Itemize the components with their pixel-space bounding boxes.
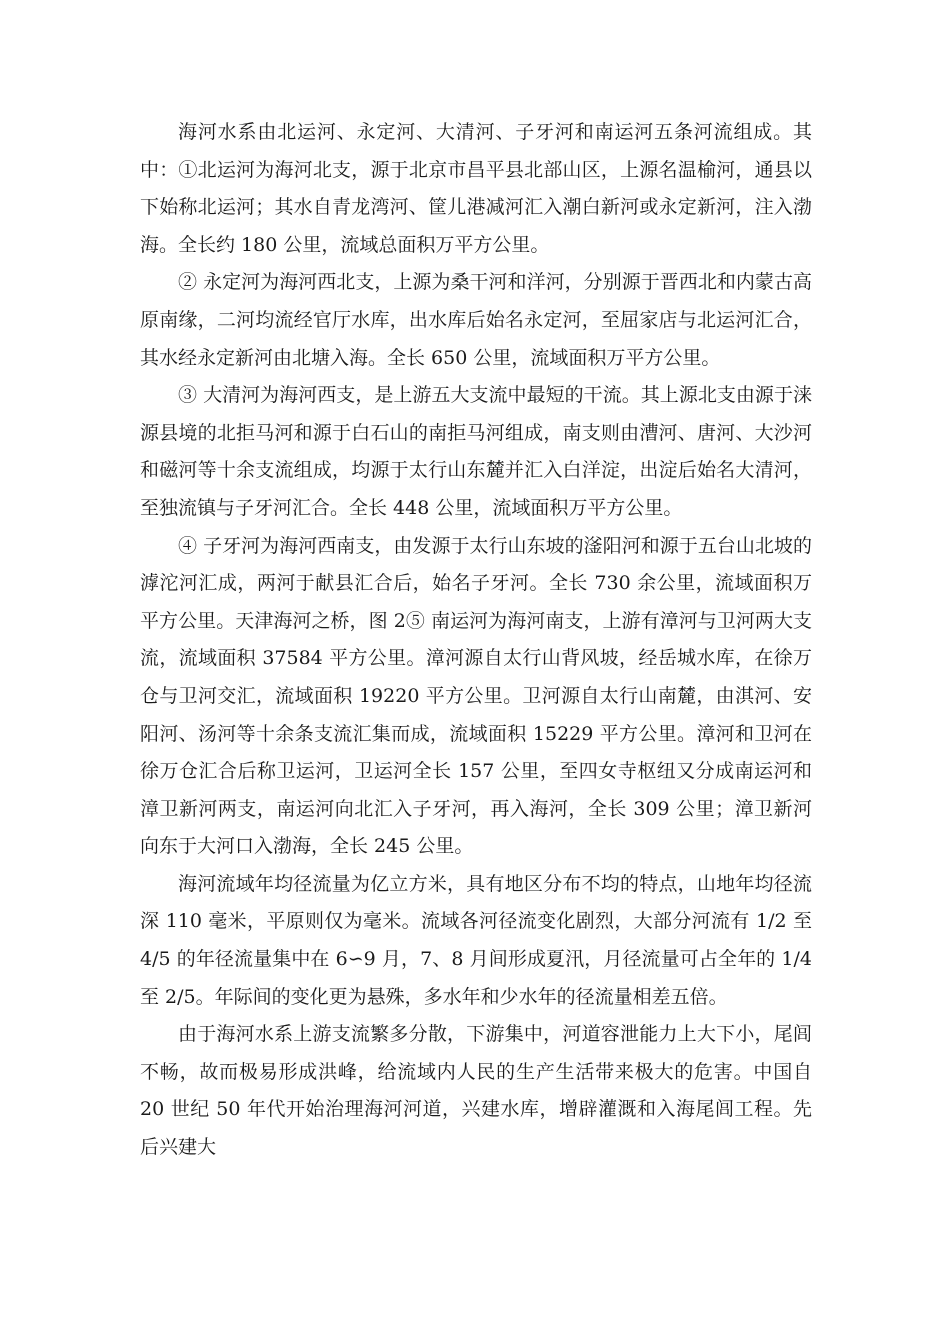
- paragraph-4: ④ 子牙河为海河西南支，由发源于太行山东坡的滏阳河和源于五台山北坡的滹沱河汇成，两河于献县汇合后，始名子牙河。全长 730 余公里，流域面积万平方公里。天津海河之桥，图 2⑤ 南运河为海河南支，上游有漳河与卫河两大支流，流域面积 37584 平方公里。漳河源自太行山背风坡，经岳城水库，在徐万仓与卫河交汇，流域面积 19220 平方公里。卫河源自太行山南麓，由淇河、安阳河、汤河等十余条支流汇集而成，流域面积 15229 平方公里。漳河和卫河在徐万仓汇合后称卫运河，卫运河全长 157 公里，至四女寺枢纽又分成南运河和漳卫新河两支，南运河向北汇入子牙河，再入海河，全长 309 公里；漳卫新河向东于大河口入渤海，全长 245 公里。: [140, 534, 812, 858]
- paragraph-5: 海河流域年均径流量为亿立方米，具有地区分布不均的特点，山地年均径流深 110 毫米，平原则仅为毫米。流域各河径流变化剧烈，大部分河流有 1/2 至 4/5 的年径流量集中在 6∽9 月，7、8 月间形成夏汛，月径流量可占全年的 1/4 至 2/5。年际间的变化更为悬殊，多水年和少水年的径流量相差五倍。: [140, 872, 812, 1008]
- paragraph-2: ② 永定河为海河西北支，上源为桑干河和洋河，分别源于晋西北和内蒙古高原南缘，二河均流经官厅水库，出水库后始名永定河，至屈家店与北运河汇合，其水经永定新河由北塘入海。全长 650 公里，流域面积万平方公里。: [140, 271, 812, 369]
- paragraph-3: ③ 大清河为海河西支，是上游五大支流中最短的干流。其上源北支由源于涞源县境的北拒马河和源于白石山的南拒马河组成，南支则由漕河、唐河、大沙河和磁河等十余支流组成，均源于太行山东麓并汇入白洋淀，出淀后始名大清河，至独流镇与子牙河汇合。全长 448 公里，流域面积万平方公里。: [140, 384, 812, 519]
- paragraph-1: 海河水系由北运河、永定河、大清河、子牙河和南运河五条河流组成。其中：①北运河为海河北支，源于北京市昌平县北部山区，上源名温榆河，通县以下始称北运河；其水自青龙湾河、筐儿港减河汇入潮白新河或永定新河，注入渤海。全长约 180 公里，流域总面积万平方公里。: [140, 121, 812, 256]
- paragraph-6: 由于海河水系上游支流繁多分散，下游集中，河道容泄能力上大下小，尾闾不畅，故而极易形成洪峰，给流域内人民的生产生活带来极大的危害。中国自 20 世纪 50 年代开始治理海河河道，兴建水库，增辟灌溉和入海尾闾工程。先后兴建大: [140, 1023, 812, 1159]
- document-body: [140, 114, 812, 1167]
